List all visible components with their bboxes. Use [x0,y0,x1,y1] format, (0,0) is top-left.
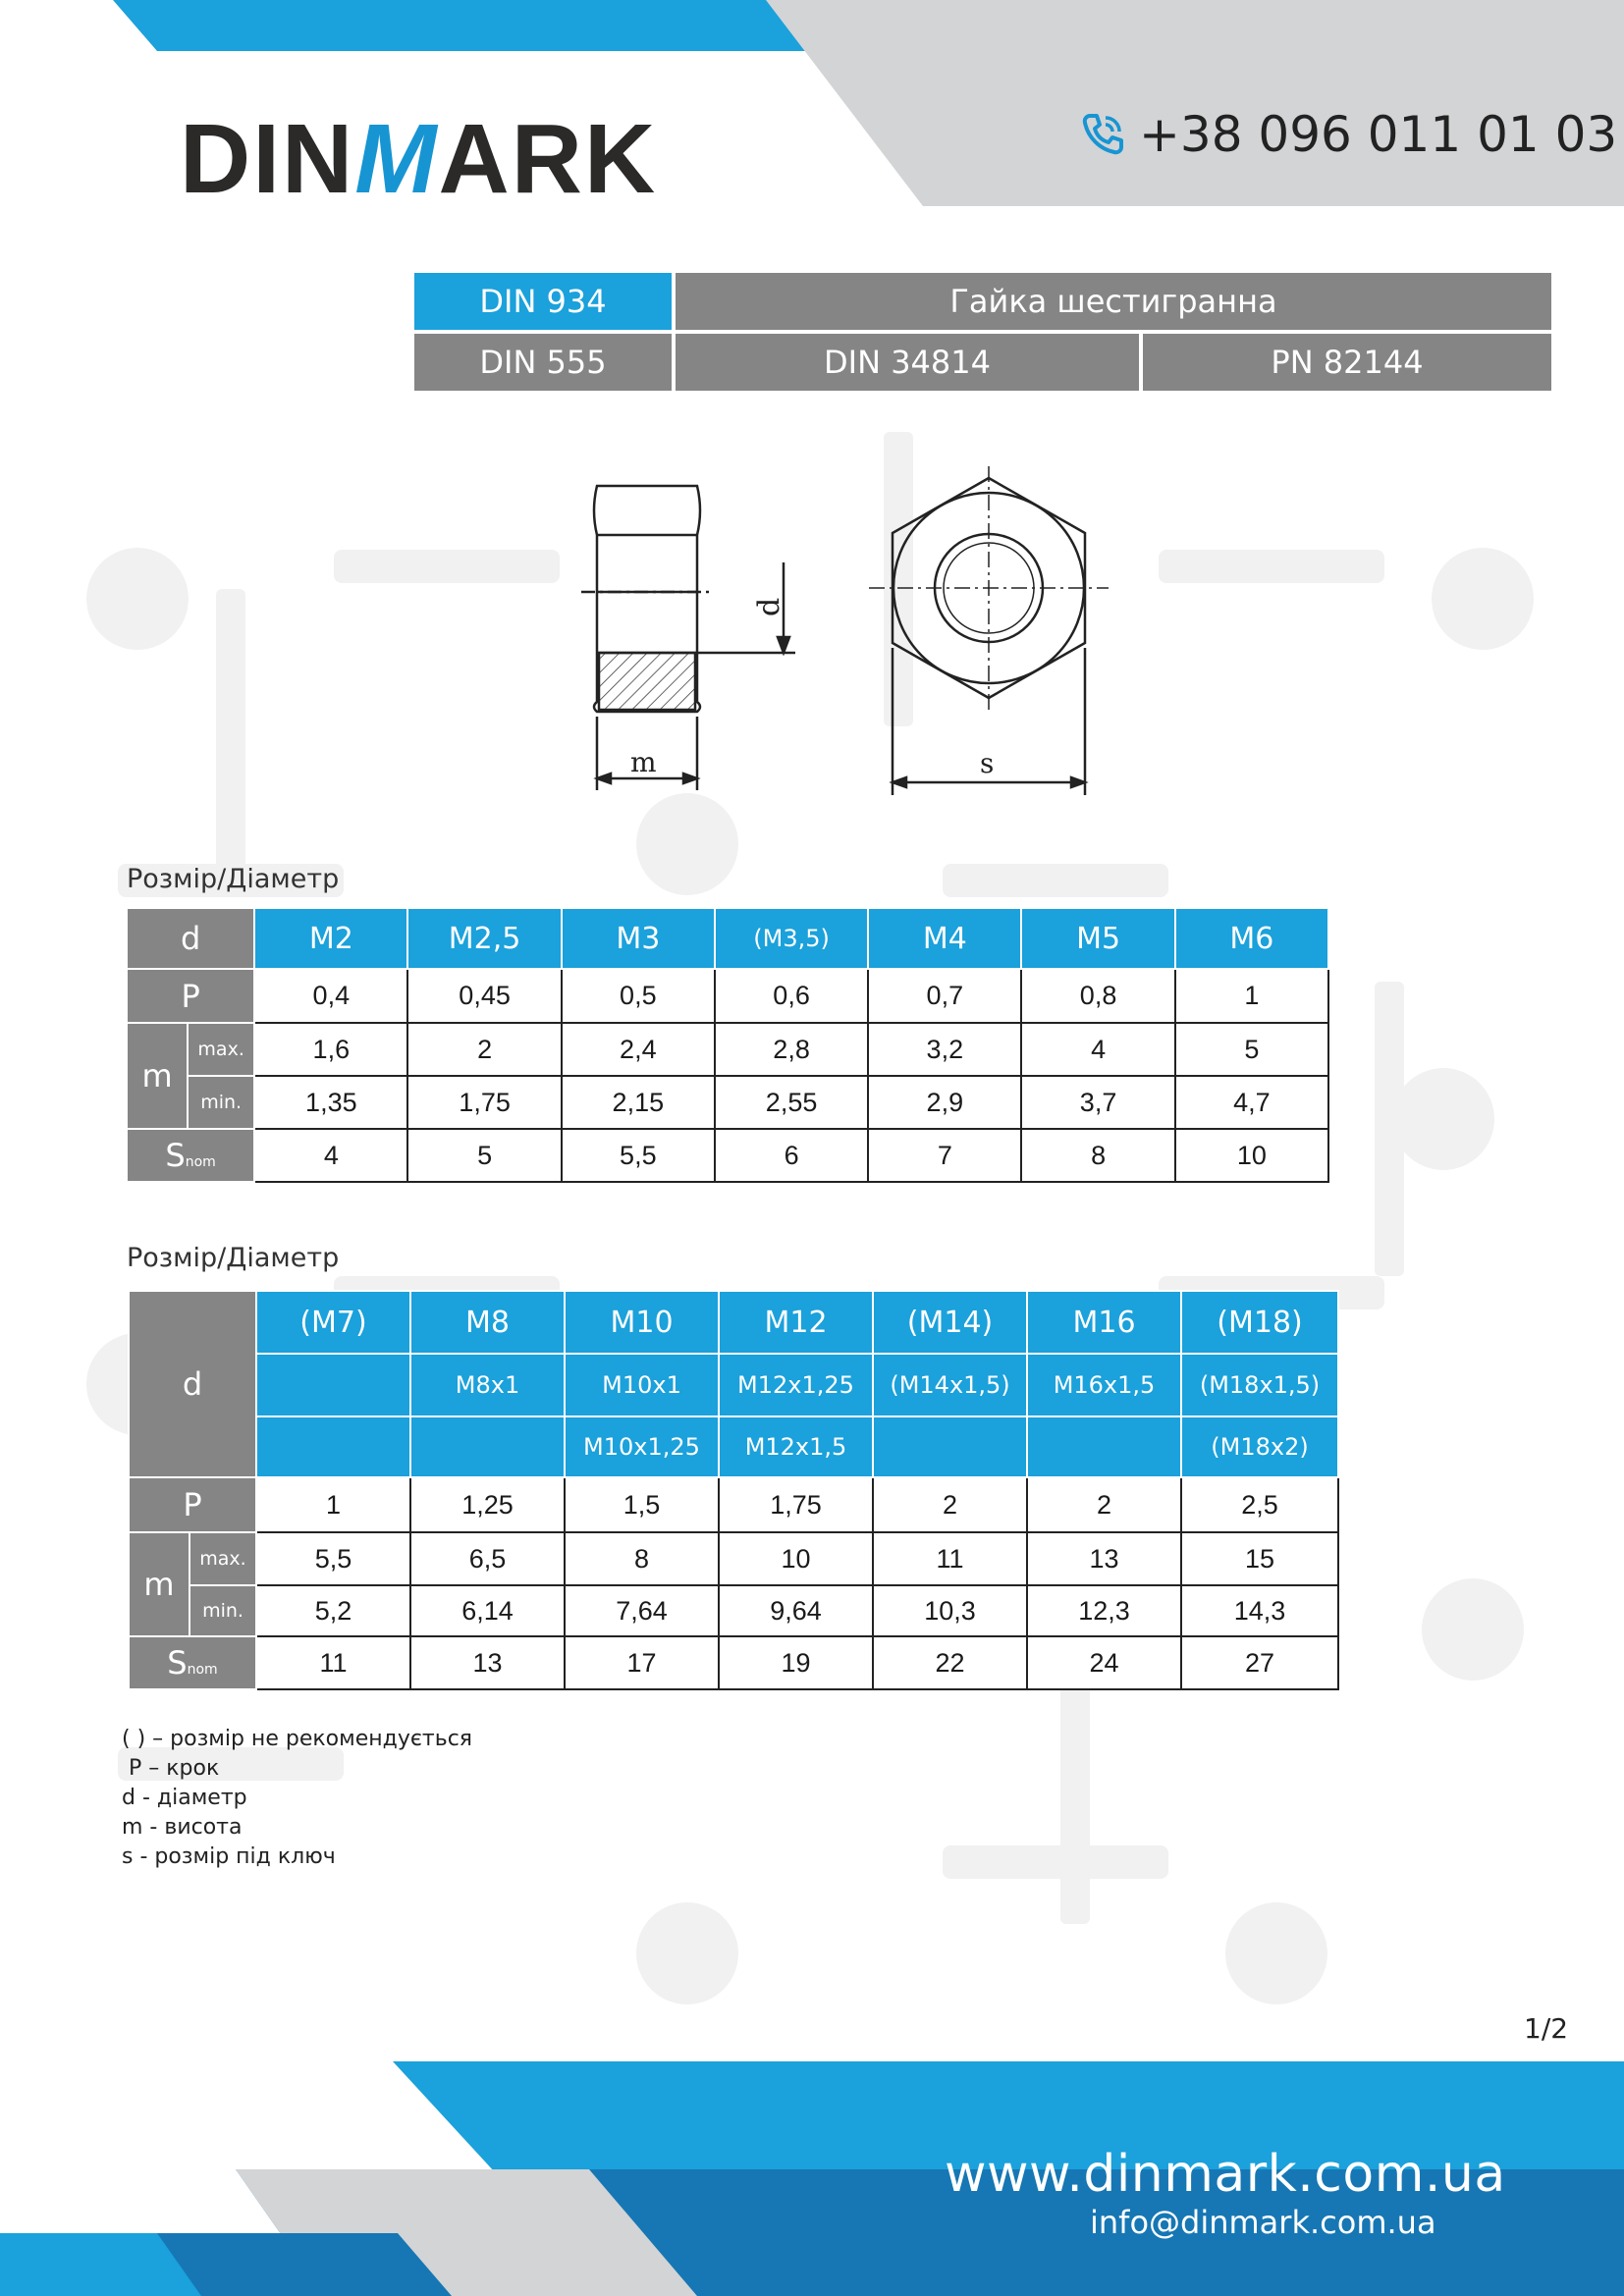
size-header: (M18) [1181,1291,1338,1354]
size-header: M3 [562,908,715,969]
legend [122,1725,472,1872]
label-s: S [165,1137,186,1174]
pitch-cell: 1,25 [410,1477,565,1532]
m-max-cell: 2 [407,1023,561,1076]
pitch-cell: 1 [256,1477,410,1532]
s-cell: 10 [1175,1129,1328,1182]
legend-item: m - висота [122,1815,243,1840]
logo-text-din: DIN [180,104,355,214]
fine-thread-header: M10x1 [565,1354,719,1416]
fine-thread-header [256,1354,410,1416]
equivalent-standard: DIN 34814 [676,334,1139,391]
table-row-pitch [127,969,1328,1023]
page-number: 1/2 [1524,2012,1569,2045]
m-max-cell: 4 [1021,1023,1174,1076]
m-min-cell: 3,7 [1021,1076,1174,1129]
s-cell: 8 [1021,1129,1174,1182]
s-cell: 24 [1027,1636,1181,1689]
table-row-m-min [129,1585,1338,1636]
label-p: P [127,969,254,1023]
table1-title: Розмір/Діаметр [127,864,340,894]
m-min-cell: 10,3 [873,1585,1027,1636]
drawing-label-s: s [980,747,995,779]
nut-side-view [581,486,795,790]
m-max-cell: 3,2 [868,1023,1021,1076]
table-row-m-min [127,1076,1328,1129]
nut-top-view [869,466,1109,795]
table-row-m-max [129,1532,1338,1585]
fine-thread-header: (M14x1,5) [873,1354,1027,1416]
fine-thread-header: M12x1,25 [719,1354,873,1416]
label-s-nom [129,1636,256,1689]
s-cell: 27 [1181,1636,1338,1689]
s-cell: 5 [407,1129,561,1182]
m-max-cell: 15 [1181,1532,1338,1585]
phone-contact[interactable] [1078,106,1617,163]
pitch-cell: 0,4 [254,969,407,1023]
m-max-cell: 11 [873,1532,1027,1585]
label-s-subscript: nom [185,1154,216,1170]
size-header: M10 [565,1291,719,1354]
pitch-cell: 1,75 [719,1477,873,1532]
fine-thread-header: M16x1,5 [1027,1354,1181,1416]
fine-thread-header-2 [873,1416,1027,1477]
s-cell: 7 [868,1129,1021,1182]
table2-title: Розмір/Діаметр [127,1243,340,1273]
s-cell: 11 [256,1636,410,1689]
m-max-cell: 10 [719,1532,873,1585]
website-link[interactable]: www.dinmark.com.ua [945,2145,1506,2204]
legend-item: ( ) – розмір не рекомендується [122,1727,473,1751]
size-table-2 [128,1290,1339,1690]
email-link[interactable]: info@dinmark.com.ua [1090,2204,1436,2241]
label-s: S [167,1644,188,1682]
size-header: (M3,5) [715,908,868,969]
pitch-cell: 2 [1027,1477,1181,1532]
label-s-subscript: nom [187,1662,218,1678]
equivalent-standard: DIN 555 [414,334,672,391]
size-header: M16 [1027,1291,1181,1354]
m-min-cell: 2,15 [562,1076,715,1129]
m-min-cell: 2,55 [715,1076,868,1129]
m-max-cell: 5 [1175,1023,1328,1076]
pitch-cell: 0,45 [407,969,561,1023]
size-header: M5 [1021,908,1174,969]
m-min-cell: 6,14 [410,1585,565,1636]
m-max-cell: 2,8 [715,1023,868,1076]
label-m: m [127,1023,188,1129]
s-cell: 5,5 [562,1129,715,1182]
m-min-cell: 5,2 [256,1585,410,1636]
fine-thread-header-2 [1027,1416,1181,1477]
fine-thread-header: (M18x1,5) [1181,1354,1338,1416]
product-name: Гайка шестигранна [676,273,1551,330]
s-cell: 17 [565,1636,719,1689]
pitch-cell: 2,5 [1181,1477,1338,1532]
s-cell: 22 [873,1636,1027,1689]
m-min-cell: 9,64 [719,1585,873,1636]
label-max: max. [189,1532,256,1585]
size-header: M2 [254,908,407,969]
s-cell: 13 [410,1636,565,1689]
m-max-cell: 2,4 [562,1023,715,1076]
table-row-m-max [127,1023,1328,1076]
m-min-cell: 7,64 [565,1585,719,1636]
fine-thread-header-2: M10x1,25 [565,1416,719,1477]
m-max-cell: 8 [565,1532,719,1585]
label-s-nom [127,1129,254,1182]
logo-text-ark: ARK [438,104,658,214]
fine-thread-header-2: M12x1,5 [719,1416,873,1477]
pitch-cell: 0,8 [1021,969,1174,1023]
main-standard: DIN 934 [414,273,672,330]
size-header: M4 [868,908,1021,969]
fine-thread-header-2: (M18x2) [1181,1416,1338,1477]
pitch-cell: 0,5 [562,969,715,1023]
logo-text-m: M [354,104,439,214]
drawing-label-d: d [752,597,786,616]
m-min-cell: 2,9 [868,1076,1021,1129]
label-min: min. [188,1076,254,1129]
label-m: m [129,1532,189,1636]
label-max: max. [188,1023,254,1076]
pitch-cell: 1 [1175,969,1328,1023]
table-row-s [129,1636,1338,1689]
fine-thread-header-2 [410,1416,565,1477]
size-table-1 [126,907,1329,1183]
m-min-cell: 12,3 [1027,1585,1181,1636]
hex-nut-drawing [569,466,1119,805]
standards-table [414,273,1551,395]
pitch-cell: 1,5 [565,1477,719,1532]
m-max-cell: 5,5 [256,1532,410,1585]
table-row-pitch [129,1477,1338,1532]
pitch-cell: 2 [873,1477,1027,1532]
dinmark-logo [180,104,658,214]
size-header: M6 [1175,908,1328,969]
s-cell: 19 [719,1636,873,1689]
phone-number: +38 096 011 01 03 [1139,106,1618,163]
fine-thread-header: M8x1 [410,1354,565,1416]
label-d: d [127,908,254,969]
size-header: M12 [719,1291,873,1354]
fine-thread-header-2 [256,1416,410,1477]
label-p: P [129,1477,256,1532]
s-cell: 4 [254,1129,407,1182]
size-header: (M14) [873,1291,1027,1354]
legend-item: s - розмір під ключ [122,1844,336,1869]
m-min-cell: 4,7 [1175,1076,1328,1129]
legend-item: d - діаметр [122,1786,247,1810]
size-header: M8 [410,1291,565,1354]
s-cell: 6 [715,1129,868,1182]
drawing-label-m: m [630,746,657,778]
size-header: M2,5 [407,908,561,969]
pitch-cell: 0,7 [868,969,1021,1023]
size-header: (M7) [256,1291,410,1354]
m-min-cell: 1,75 [407,1076,561,1129]
equivalent-standard: PN 82144 [1143,334,1551,391]
m-max-cell: 13 [1027,1532,1181,1585]
m-max-cell: 6,5 [410,1532,565,1585]
pitch-cell: 0,6 [715,969,868,1023]
m-min-cell: 1,35 [254,1076,407,1129]
table-row-s [127,1129,1328,1182]
phone-icon [1078,110,1127,159]
m-max-cell: 1,6 [254,1023,407,1076]
legend-item: P – крок [122,1756,220,1781]
m-min-cell: 14,3 [1181,1585,1338,1636]
label-min: min. [189,1585,256,1636]
label-d: d [129,1291,256,1477]
